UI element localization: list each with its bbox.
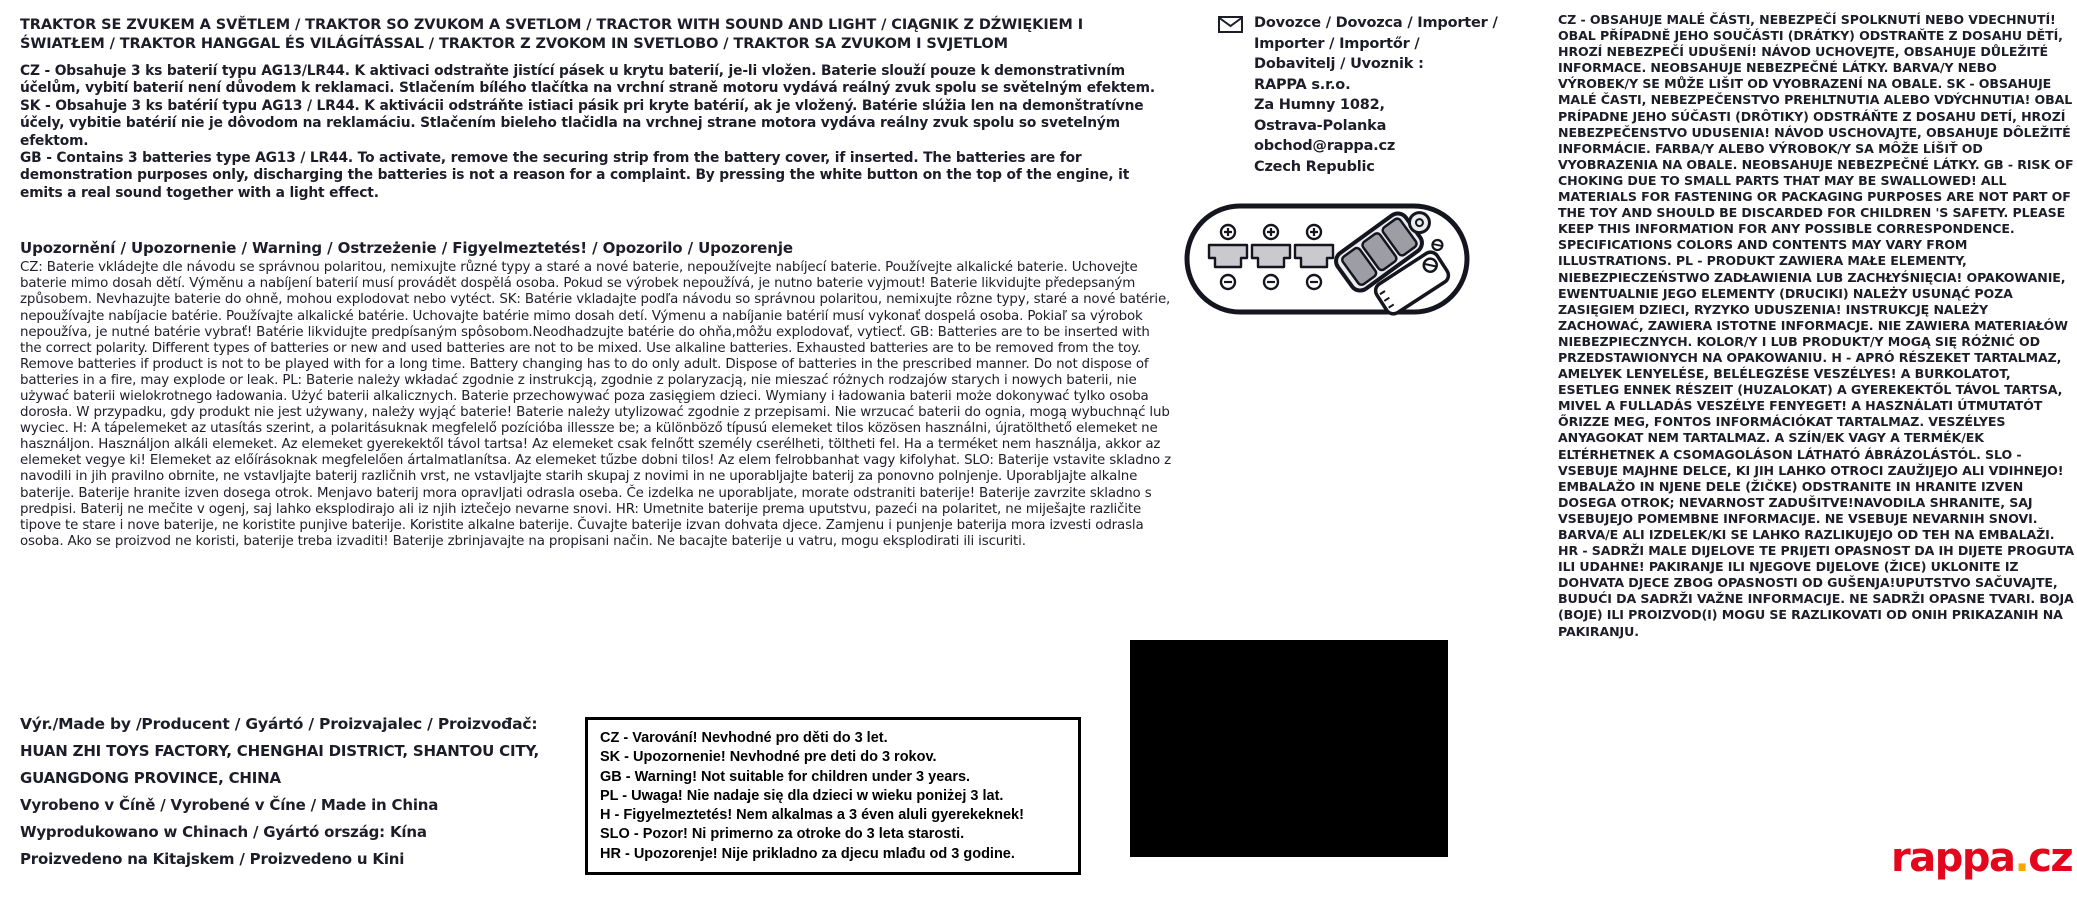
age-warning-line-cz: CZ - Varování! Nevhodné pro děti do 3 let.: [600, 730, 888, 746]
activation-cz: CZ - Obsahuje 3 ks baterií typu AG13/LR44. K aktivaci odstraňte jistící pásek u krytu baterií, je-li vložen. Baterie slouží pouze k demonstrativním účelům, vybití baterií není důvodem k reklamaci. Stlačením bílého tlačítka na vrchní straně motoru vydává reálný zvuk spolu se světelným efektem.: [20, 63, 1155, 97]
importer-line: Dobavitelj / Uvoznik :: [1254, 56, 1424, 72]
age-warning-line-gb: GB - Warning! Not suitable for children under 3 years.: [600, 768, 971, 785]
manufacturer-line: GUANGDONG PROVINCE, CHINA: [20, 769, 281, 787]
age-warning-line-slo: SLO - Pozor! Ni primerno za otroke do 3 leta starosti.: [600, 826, 965, 843]
manufacturer-line: Vyrobeno v Číně / Vyrobené v Číne / Made in China: [20, 796, 439, 814]
importer-company: RAPPA s.r.o.: [1254, 76, 1351, 93]
manufacturer-line: HUAN ZHI TOYS FACTORY, CHENGHAI DISTRICT, SHANTOU CITY,: [20, 742, 540, 760]
main-text-column: [20, 16, 1172, 550]
manufacturer-line: Proizvedeno na Kitajskem / Proizvedeno u Kini: [20, 850, 405, 868]
button-cell-icons: [1209, 225, 1333, 289]
rappa-logo-tld: cz: [2028, 835, 2073, 881]
age-warning-line-sk: SK - Upozornenie! Nevhodné pre deti do 3 rokov.: [600, 749, 937, 766]
importer-country: Czech Republic: [1254, 158, 1375, 175]
importer-line: Importer / Importőr /: [1254, 35, 1420, 52]
manufacturer-block: [20, 711, 585, 873]
importer-email: obchod@rappa.cz: [1254, 138, 1396, 154]
rappa-logo: [1891, 836, 2072, 880]
activation-instructions: [20, 63, 1172, 202]
product-title: TRAKTOR SE ZVUKEM A SVĚTLEM / TRAKTOR SO ZVUKOM A SVETLOM / TRACTOR WITH SOUND AND LIGHT / CIĄGNIK Z DŹWIĘKIEM I ŚWIATŁEM / TRAKTOR HANGGAL ÉS VILÁGÍTÁSSAL / TRAKTOR Z ZVOKOM IN SVETLOBO / TRAKTOR SA ZVUKOM I SVJETLOM: [20, 17, 1083, 52]
importer-line: Dovozce / Dovozca / Importer /: [1254, 15, 1498, 31]
rappa-logo-main: rappa: [1891, 835, 2015, 881]
activation-sk: SK - Obsahuje 3 ks batérií typu AG13 / LR44. K aktivácii odstráňte istiaci pásik pri kryte batérií, ak je vložený. Batérie slúžia len na demonštratívne účely, vybitie batérií nie je dôvodom na reklamáciu. Stlačením bieleho tlačidla na vrchnej strane motora vydáva reálny zvuk spolu so svetelným efektom.: [20, 97, 1144, 149]
battery-warning-body: CZ: Baterie vkládejte dle návodu se správnou polaritou, nemixujte různé typy a staré a nové baterie, nepoužívejte nabíjecí baterie. Používejte alkalické baterie. Uchovejte baterie mimo dosah dětí. Výměnu a nabíjení baterií musí provádět dospělá osoba. Pokud se výrobek nepoužívá, je nutno baterie vyjmout! Baterie likvidujte předepsaným způsobem. Nevhazujte baterie do ohně, mohou explodovat nebo vytéct. SK: Batérie vkladajte podľa návodu so správnou polaritou, nemixujte rôzne typy, staré a nové batérie, nepoužívajte nabíjacie batérie. Používajte alkalické batérie. Uchovajte batérie mimo dosah detí. Výmenu a nabíjanie batérií musí vykonať dospelá osoba. Pokiaľ sa výrobok nepoužíva, je nutné batérie vybrať! Batérie likvidujte predpísaným spôsobom.Neodhadzujte batérie do ohňa,môžu explodovať, vytiecť. GB: Batteries are to be inserted with the correct polarity. Different types of batteries or new and used batteries are not to be mixed. Use alkaline batteries. Exhausted batteries are to be removed from the toy. Remove batteries if product is not to be played with for a long time. Battery changing has to do only adult. Dispose of batteries in the prescribed manner. Do not dispose of batteries in a fire, may explode or leak. PL: Baterie należy wkładać zgodnie z instrukcją, zgodnie z polaryzacją, nie mieszać różnych rodzajów starych i nowych baterii, nie używać baterii wielokrotnego ładowania. Użyć baterii alkalicznych. Baterie przechowywać poza zasięgiem dzieci. Wymiany i ładowania baterii może dokonywać tylko osoba dorosła. W przypadku, gdy produkt nie jest używany, należy wyjąć baterie! Baterie należy utylizować zgodnie z przepisami. Nie wrzucać baterii do ognia, mogą wybuchnąć lub wyciec. H: A tápelemeket az utasítás szerint, a polaritásuknak megfelelő pozícióba illessze be; a különböző típusú elemeket tilos közösen használni, újratölthető elemeket ne használjon. Használjon alkáli elemeket. Az elemeket gyerekektől távol tartsa! Az elemeket csak felnőtt személy cserélheti, töltheti fel. Ha a terméket nem használja, akkor az elemeket vegye ki! Elemeket az előírásoknak megfelelően ártalmatlanítsa. Az elemeket tűzbe dobni tilos! Az elem felrobbanhat vagy kifolyhat. SLO: Baterije vstavite skladno z navodili in jih pravilno obrnite, ne vstavljajte baterij različnih vrst, ne vstavljajte starih skupaj z novimi in ne uporabljajte baterij za ponovno polnjenje. Uporabljajte alkalne baterije. Baterije hranite izven dosega otrok. Menjavo baterij mora opravljati odrasla oseba. Če izdelka ne uporabljate, morate odstraniti baterije! Baterije zavrzite skladno s predpisi. Baterij ne mečite v ogenj, saj lahko eksplodirajo ali iz njih iztečejo nevarne snovi. HR: Umetnite baterije prema uputstvu, pazeći na polaritet, ne miješajte različite tipove te stare i nove baterije, ne koristite punjive baterije. Koristite alkalne baterije. Čuvajte baterije izvan dohvata djece. Zamjenu i punjenje baterija mora izvesti odrasla osoba. Ako se proizvod ne koristi, baterije treba izvaditi! Baterije zbrinjavajte na propisani način. Ne bacajte baterije u vatru, mogu eksplodirati ili iscuriti.: [20, 260, 1172, 549]
barcode-blackout-rectangle: [1130, 640, 1448, 857]
battery-installation-diagram: [1183, 202, 1473, 317]
age-warning-box: [585, 717, 1081, 875]
age-warning-line-h: H - Figyelmeztetés! Nem alkalmas a 3 éven aluli gyerekeknek!: [600, 807, 1024, 824]
age-warning-line-pl: PL - Uwaga! Nie nadaje się dla dzieci w wieku poniżej 3 lat.: [600, 787, 1004, 804]
rappa-logo-dot: .: [2014, 835, 2029, 881]
battery-warning-heading: Upozornění / Upozornenie / Warning / Ostrzeżenie / Figyelmeztetés! / Opozorilo / Upozorenje: [20, 239, 793, 258]
manufacturer-line: Wyprodukowano w Chinach / Gyártó ország: Kína: [20, 823, 427, 841]
importer-city: Ostrava-Polanka: [1254, 117, 1387, 134]
importer-block: [1218, 13, 1518, 177]
safety-warnings-column: CZ - OBSAHUJE MALÉ ČÁSTI, NEBEZPEČÍ SPOLKNUTÍ NEBO VDECHNUTÍ! OBAL PŘÍPADNĚ JEHO SOUČÁSTI (DRÁTKY) ODSTRAŇTE Z DOSAHU DĚTÍ, HROZÍ NEBEZPEČÍ UDUŠENÍ! NÁVOD UCHOVEJTE, OBSAHUJE DŮLEŽITÉ INFORMACE. NEOBSAHUJE NEBEZPEČNÉ LÁTKY. BARVA/Y NEBO VÝROBEK/Y SE MŮŽE LIŠIT OD VYOBRAZENÍ NA OBALE. SK - OBSAHUJE MALÉ ČASTI, NEBEZPEČENSTVO PREHLTNUTIA ALEBO VDÝCHNUTIA! OBAL PRÍPADNE JEHO SÚČASTI (DRÔTIKY) ODSTRÁŇTE Z DOSAHU DETÍ, HROZÍ NEBEZPEČENSTVO UDUSENIA! NÁVOD USCHOVAJTE, OBSAHUJE DÔLEŽITÉ INFORMÁCIE. FARBA/Y ALEBO VÝROBOK/Y SA MÔŽE LÍŠIŤ OD VYOBRAZENIA NA OBALE. NEOBSAHUJE NEBEZPEČNÉ LÁTKY. GB - RISK OF CHOKING DUE TO SMALL PARTS THAT MAY BE SWALLOWED! ALL MATERIALS FOR FASTENING OR PACKAGING PURPOSES ARE NOT PART OF THE TOY AND SHOULD BE DISCARDED FOR CHILDREN 'S SAFETY. PLEASE KEEP THIS INFORMATION FOR ANY POSSIBLE CORRESPONDENCE. SPECIFICATIONS COLORS AND CONTENTS MAY VARY FROM ILLUSTRATIONS. PL - PRODUKT ZAWIERA MAŁE ELEMENTY, NIEBEZPIECZEŃSTWO ZADŁAWIENIA LUB ZACHŁYŚNIĘCIA! OPAKOWANIE, EWENTUALNIE JEGO ELEMENTY (DRUCIKI) NALEŻY USUNĄĆ POZA ZASIĘGIEM DZIECI, RYZYKO UDUSZENIA! INSTRUKCJĘ NALEŻY ZACHOWAĆ, ZAWIERA ISTOTNE INFORMACJE. NIE ZAWIERA MATERIAŁÓW NIEBEZPIECZNYCH. KOLOR/Y I LUB PRODUKT/Y MOGĄ SIĘ RÓŻNIĆ OD PRZEDSTAWIONYCH NA OPAKOWANIU. H - APRÓ RÉSZEKET TARTALMAZ, AMELYEK LENYELÉSE, BELÉLEGZÉSE VESZÉLYES! A BURKOLATOT, ESETLEG ENNEK RÉSZEIT (HUZALOKAT) A GYEREKEKTŐL TÁVOL TARTSA, MIVEL A FULLADÁS VESZÉLYE FENYEGET! A HASZNÁLATI ÚTMUTATÓT ŐRIZZE MEG, FONTOS INFORMÁCIÓKAT TARTALMAZ. VESZÉLYES ANYAGOKAT NEM TARTALMAZ. A SZÍN/EK VAGY A TERMÉK/EK ELTÉRHETNEK A CSOMAGOLÁSON LÁTHATÓ ÁBRÁZOLÁSTÓL. SLO - VSEBUJE MAJHNE DELCE, KI JIH LAHKO OTROCI ZAUŽIJEJO ALI VDIHNEJO! EMBALAŽO IN NJENE DELE (ŽIČKE) ODSTRANITE IN HRANITE IZVEN DOSEGA OTROK; NEVARNOST ZADUŠITVE!NAVODILA SHRANITE, SAJ VSEBUJEJO POMEMBNE INFORMACIJE. NE VSEBUJE NEVARNIH SNOVI. BARVA/E ALI IZDELEK/KI SE LAHKO RAZLIKUJEJO OD TEH NA EMBALAŽI. HR - SADRŽI MALE DIJELOVE TE PRIJETI OPASNOST DA IH DIJETE PROGUTA ILI UDAHNE! PAKIRANJE ILI NJEGOVE DIJELOVE (ŽICE) UKLONITE IZ DOHVATA DJECE ZBOG OPASNOSTI OD GUŠENJA!UPUTSTVO SAČUVAJTE, BUDUĆI DA SADRŽI VAŽNE INFORMACIJE. NE SADRŽI OPASNE TVARI. BOJA (BOJE) ILI PROIZVOD(I) MOGU SE RAZLIKOVATI OD ONIH PRIKAZANIH NA PAKIRANJU.: [1558, 12, 2074, 639]
importer-street: Za Humny 1082,: [1254, 97, 1385, 113]
manufacturer-heading: Výr./Made by /Producent / Gyártó / Proizvajalec / Proizvođač:: [20, 715, 538, 733]
activation-gb: GB - Contains 3 batteries type AG13 / LR44. To activate, remove the securing strip from the battery cover, if inserted. The batteries are for demonstration purposes only, discharging the batteries is not a reason for a complaint. By pressing the white button on the top of the engine, it emits a real sound together with a light effect.: [20, 150, 1130, 201]
age-warning-line-hr: HR - Upozorenje! Nije prikladno za djecu mlađu od 3 godine.: [600, 845, 1015, 862]
envelope-icon: [1218, 16, 1243, 33]
